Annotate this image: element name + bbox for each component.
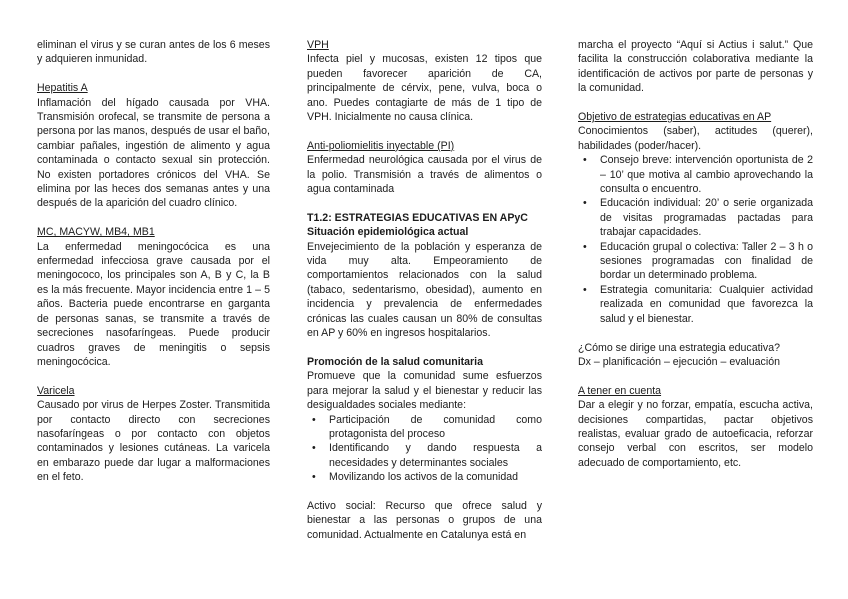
varicela-heading: Varicela	[37, 384, 75, 397]
estrategias-section	[307, 211, 542, 341]
tener-heading: A tener en cuenta	[578, 384, 662, 397]
list-item: • Identificando y dando respuesta a necesidades y determinantes sociales	[329, 441, 542, 470]
activo-section	[307, 499, 542, 542]
column-2	[307, 38, 542, 542]
objetivo-heading: Objetivo de estrategias educativas en AP	[578, 111, 772, 124]
meningococo-text: La enfermedad meningocócica es una enfermedad infecciosa grave causada por el meningococo, los principales son A, B y C, la B es la más frecuente. Mayor incidencia entre 1 – 5 años. Bacteria puede encontrarse en garganta de personas sanas, se transmite a través de secreciones nasofaríngeas. Puede producir cuadros graves de meningitis o sepsis meningocócica.	[37, 240, 270, 368]
continuation-section	[578, 38, 813, 96]
tener-section	[578, 384, 813, 470]
promocion-text: Promueve que la comunidad sume esfuerzos para mejorar la salud y el bienestar y reducir las desigualdades sociales mediante:	[307, 370, 542, 412]
situacion-text: Envejecimiento de la población y esperanza de vida muy alta. Empeoramiento de comportamientos relacionados con la salud (tabaco, sedentarismo, obesidad), aumento en incidencia y prevalencia de enfermedades crónicas las cuales causan un 80% de consultas en AP y 60% en ingresos hospitalarios.	[307, 240, 542, 340]
vph-section	[307, 38, 542, 124]
pregunta-section	[578, 341, 813, 370]
vph-text: Infecta piel y mucosas, existen 12 tipos que pueden favorecer aparición de CA, principalmente de cérvix, pene, vulva, boca o ano. Puedes contagiarte de más de 1 tipo de VPH. Inicialmente no causa clínica.	[307, 53, 542, 124]
promocion-section	[307, 355, 542, 485]
list-item: • Educación individual: 20’ o serie organizada de visitas programadas pactadas para trabajar capacidades.	[600, 196, 813, 239]
dx-text: Dx – planificación – ejecución – evaluación	[578, 355, 780, 368]
tener-text: Dar a elegir y no forzar, empatía, escucha activa, decisiones compartidas, pactar objetivos realistas, evaluar grado de autoeficacia, reforzar consejo verbal con escritos, ser modelo adecuado de comportamiento, etc.	[578, 399, 813, 469]
promocion-list	[307, 413, 542, 485]
list-item: • Participación de comunidad como protagonista del proceso	[329, 413, 542, 442]
polio-section	[307, 139, 542, 197]
objetivo-list	[578, 153, 813, 326]
continuation-text: marcha el proyecto “Aquí si Actius i salut.” Que facilita la construcción colaborativa mediante la identificación de activos por parte de personas y la comunidad.	[578, 39, 813, 95]
objetivo-text: Conocimientos (saber), actitudes (querer), habilidades (poder/hacer).	[578, 125, 813, 152]
hepatitis-heading: Hepatitis A	[37, 82, 88, 95]
promocion-heading: Promoción de la salud comunitaria	[307, 355, 484, 368]
hepatitis-section	[37, 81, 270, 211]
intro-section	[37, 38, 270, 67]
intro-text: eliminan el virus y se curan antes de los 6 meses y adquieren inmunidad.	[37, 39, 270, 66]
polio-text: Enfermedad neurológica causada por el virus de la polio. Transmisión a través de alimentos o agua contaminada	[307, 154, 542, 196]
meningococo-heading: MC, MACYW, MB4, MB1	[37, 226, 155, 239]
polio-heading: Anti-poliomielitis inyectable (PI)	[307, 139, 455, 152]
list-item: • Movilizando los activos de la comunidad	[329, 470, 542, 484]
vph-heading: VPH	[307, 39, 329, 51]
list-item: • Estrategia comunitaria: Cualquier actividad realizada en comunidad que favorezca la salud y el bienestar.	[600, 283, 813, 326]
column-3	[578, 38, 813, 470]
meningococo-section	[37, 225, 270, 369]
list-item: • Educación grupal o colectiva: Taller 2 – 3 h o sesiones programadas con finalidad de bordar un determinado problema.	[600, 240, 813, 283]
t12-heading: T1.2: ESTRATEGIAS EDUCATIVAS EN APyC	[307, 211, 528, 224]
activo-text: Activo social: Recurso que ofrece salud y bienestar a las personas o grupos de una comunidad. Actualmente en Catalunya está en	[307, 499, 542, 541]
situacion-heading: Situación epidemiológica actual	[307, 226, 469, 239]
varicela-section	[37, 384, 270, 485]
column-1	[37, 38, 270, 485]
pregunta-text: ¿Cómo se dirige una estrategia educativa?	[578, 341, 780, 354]
list-item: • Consejo breve: intervención oportunista de 2 – 10’ que motiva al cambio aprovechando la consulta o encuentro.	[600, 153, 813, 196]
objetivo-section	[578, 110, 813, 326]
hepatitis-text: Inflamación del hígado causada por VHA. Transmisión orofecal, se transmite de persona a persona por las manos, después de usar el baño, cambiar pañales, ingestión de alimento y agua contaminada o contacto sexual sin protección. No existen portadores crónicos del VHA. Se elimina por las heces dos semanas antes y una después de la aparición del cuadro clínico.	[37, 96, 270, 210]
varicela-text: Causado por virus de Herpes Zoster. Transmitida por contacto directo con secreciones nasofaríngeas o por contacto con objetos contaminados y lesiones cutáneas. La varicela en embarazo puede dar lugar a malformaciones en el feto.	[37, 399, 270, 484]
